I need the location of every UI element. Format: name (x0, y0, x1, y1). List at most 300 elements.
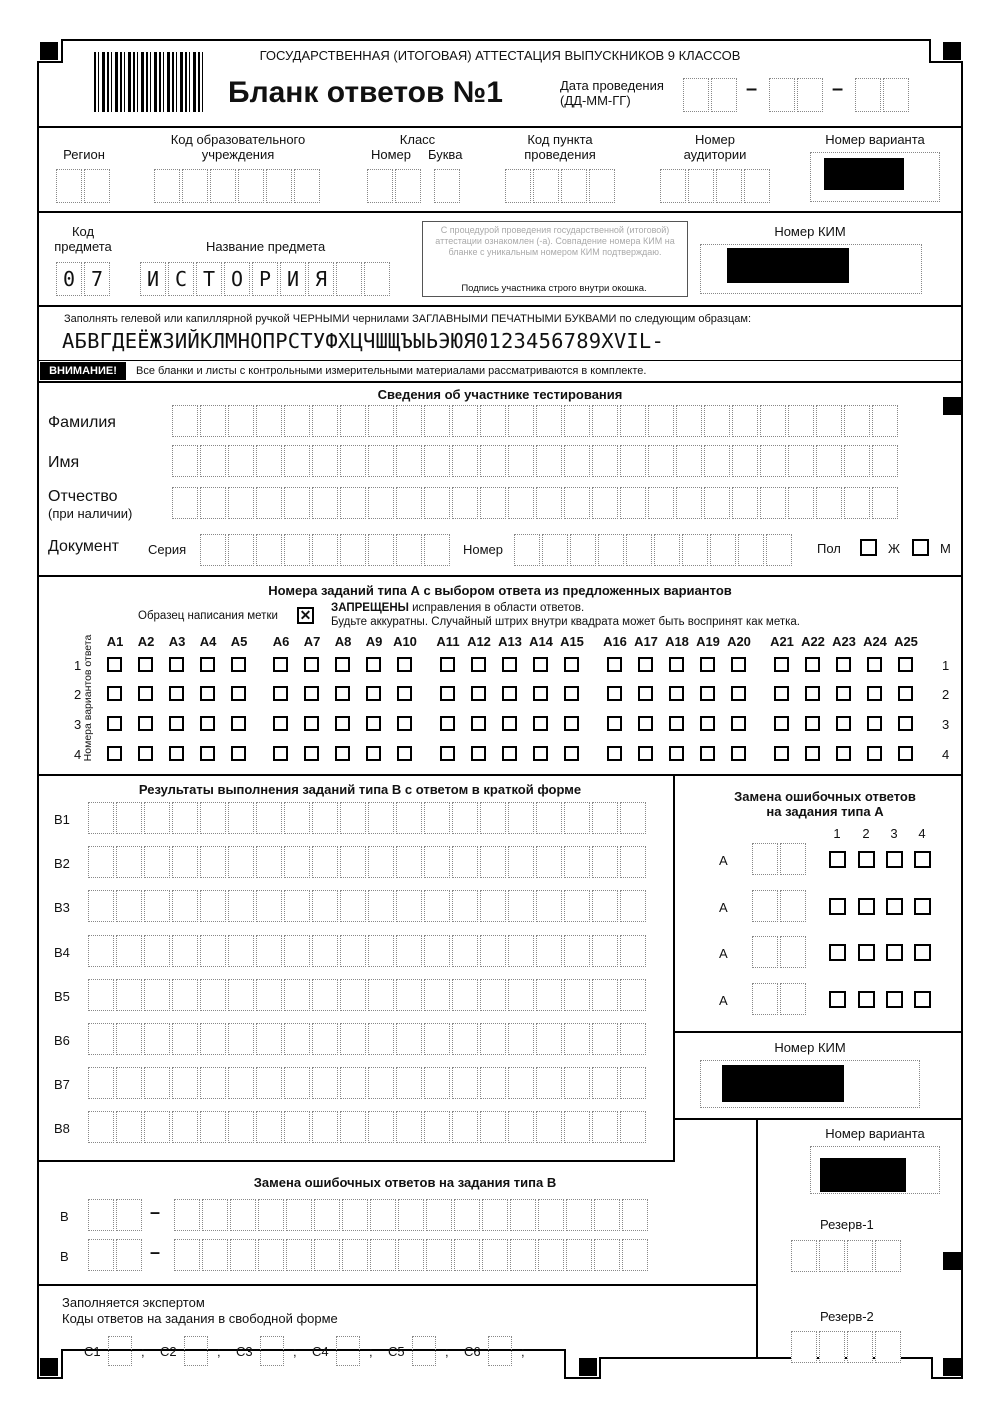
replace-a-checkbox[interactable] (858, 898, 875, 915)
replace-a-checkbox[interactable] (886, 898, 903, 915)
answer-checkbox[interactable] (836, 716, 851, 731)
question-a-header: A7 (303, 634, 321, 649)
question-a-header: A15 (560, 634, 584, 649)
expert-code-field[interactable] (260, 1336, 284, 1366)
answer-checkbox[interactable] (440, 686, 455, 701)
question-a-header: A2 (137, 634, 155, 649)
question-a-header: A12 (467, 634, 491, 649)
answer-checkbox[interactable] (638, 746, 653, 761)
answer-checkbox[interactable] (200, 746, 215, 761)
question-a-header: A22 (801, 634, 825, 649)
answer-checkbox[interactable] (836, 686, 851, 701)
form-title: Бланк ответов №1 (228, 76, 503, 109)
subject-name-cell: И (140, 262, 166, 296)
type-b-answer-field[interactable] (88, 802, 648, 834)
question-a-header: A16 (603, 634, 627, 649)
answer-checkbox[interactable] (107, 716, 122, 731)
expert-code-label: C6 (464, 1344, 481, 1359)
answer-checkbox[interactable] (867, 686, 882, 701)
answer-checkbox[interactable] (366, 716, 381, 731)
question-a-header: A19 (696, 634, 720, 649)
subject-name-cell: Т (196, 262, 222, 296)
divider (38, 1160, 674, 1162)
answer-checkbox[interactable] (867, 716, 882, 731)
answer-checkbox[interactable] (200, 657, 215, 672)
number-label: Номер (463, 542, 504, 557)
class-letter-field[interactable] (434, 169, 462, 203)
replace-a-checkbox[interactable] (886, 991, 903, 1008)
answer-row-label: 1 (942, 658, 950, 673)
redacted-block (820, 1158, 906, 1192)
answer-checkbox[interactable] (898, 686, 913, 701)
date-year-field[interactable] (855, 78, 911, 112)
expert-code-field[interactable] (488, 1336, 512, 1366)
auditorium-field[interactable] (660, 169, 772, 203)
answer-checkbox[interactable] (774, 716, 789, 731)
answer-checkbox[interactable] (638, 716, 653, 731)
answer-checkbox[interactable] (107, 686, 122, 701)
type-b-answer-field[interactable] (88, 846, 648, 878)
subject-code-field[interactable] (56, 262, 112, 296)
answer-checkbox[interactable] (169, 686, 184, 701)
divider (38, 126, 962, 128)
divider (38, 211, 962, 213)
question-a-header: A11 (436, 634, 460, 649)
variant-label-2: Номер варианта (825, 1126, 925, 1141)
divider (674, 1118, 962, 1120)
barcode (94, 52, 204, 112)
gender-label: Пол (817, 541, 841, 556)
expert-code-label: C5 (388, 1344, 405, 1359)
question-a-header: A10 (393, 634, 417, 649)
replace-a-checkbox[interactable] (858, 851, 875, 868)
divider (38, 774, 962, 776)
replace-a-col-label: 3 (890, 826, 898, 841)
date-day-field[interactable] (683, 78, 739, 112)
document-label: Документ (48, 538, 119, 555)
replace-b-answer-field[interactable] (174, 1239, 650, 1271)
replace-a-title: Замена ошибочных ответов (734, 789, 916, 804)
question-a-header: A5 (230, 634, 248, 649)
class-label: Класс (399, 132, 436, 147)
region-label: Регион (63, 147, 105, 162)
expert-code-field[interactable] (412, 1336, 436, 1366)
replace-a-task-field[interactable] (752, 936, 808, 968)
answer-checkbox[interactable] (169, 746, 184, 761)
answer-checkbox[interactable] (638, 657, 653, 672)
series-label: Серия (148, 542, 187, 557)
replace-a-row-label: А (719, 993, 728, 1008)
replace-b-task-field[interactable] (88, 1199, 144, 1231)
answer-checkbox[interactable] (805, 657, 820, 672)
replace-a-checkbox[interactable] (858, 991, 875, 1008)
replace-b-title: Замена ошибочных ответов на задания типа В (253, 1175, 557, 1190)
reserve-2-label: Резерв-2 (820, 1309, 874, 1324)
subject-code-cell: 0 (56, 262, 82, 296)
answer-checkbox[interactable] (273, 716, 288, 731)
edu-code-label: Код образовательного учреждения (170, 132, 306, 162)
answer-checkbox[interactable] (669, 657, 684, 672)
answer-checkbox[interactable] (502, 716, 517, 731)
answer-checkbox[interactable] (273, 746, 288, 761)
number-field[interactable] (514, 534, 794, 566)
answer-checkbox[interactable] (898, 716, 913, 731)
subject-name-cell: Р (252, 262, 278, 296)
answer-checkbox[interactable] (867, 657, 882, 672)
type-b-row-label: B3 (54, 900, 70, 915)
expert-separator: ; (445, 1344, 449, 1359)
answer-checkbox[interactable] (774, 746, 789, 761)
kim-label: Номер КИМ (774, 224, 846, 239)
answer-checkbox[interactable] (700, 716, 715, 731)
question-a-header: A6 (272, 634, 290, 649)
answer-checkbox[interactable] (502, 686, 517, 701)
replace-a-checkbox[interactable] (829, 898, 846, 915)
answer-checkbox[interactable] (867, 746, 882, 761)
series-field[interactable] (200, 534, 452, 566)
subject-name-cell: Я (308, 262, 334, 296)
type-b-row-label: B2 (54, 856, 70, 871)
type-b-row-label: B1 (54, 812, 70, 827)
answer-row-label: 4 (74, 747, 82, 762)
subject-name-label: Название предмета (206, 239, 326, 254)
question-a-header: A18 (665, 634, 689, 649)
answer-checkbox[interactable] (138, 686, 153, 701)
answer-checkbox[interactable] (471, 686, 486, 701)
answer-checkbox[interactable] (200, 716, 215, 731)
expert-code-field[interactable] (108, 1336, 132, 1366)
replace-b-answer-field[interactable] (174, 1199, 650, 1231)
replace-a-row-label: А (719, 900, 728, 915)
replace-a-task-field[interactable] (752, 843, 808, 875)
divider (38, 575, 962, 577)
answer-checkbox[interactable] (107, 657, 122, 672)
replace-a-checkbox[interactable] (829, 991, 846, 1008)
answer-checkbox[interactable] (304, 657, 319, 672)
answer-checkbox[interactable] (138, 746, 153, 761)
answer-checkbox[interactable] (138, 716, 153, 731)
answer-checkbox[interactable] (700, 746, 715, 761)
answer-checkbox[interactable] (304, 686, 319, 701)
answer-checkbox[interactable] (638, 686, 653, 701)
reserve-2-field[interactable] (791, 1331, 903, 1363)
replace-a-checkbox[interactable] (914, 898, 931, 915)
answer-checkbox[interactable] (397, 716, 412, 731)
answer-row-label: 3 (942, 717, 950, 732)
answer-checkbox[interactable] (564, 746, 579, 761)
answer-checkbox[interactable] (836, 746, 851, 761)
question-a-header: A9 (365, 634, 383, 649)
reserve-1-field[interactable] (791, 1240, 903, 1272)
answer-checkbox[interactable] (366, 746, 381, 761)
class-number-label: Номер (371, 147, 412, 162)
question-a-header: A4 (199, 634, 217, 649)
sample-mark-label: Образец написания метки (138, 610, 278, 622)
gender-female-checkbox[interactable] (860, 539, 877, 556)
answer-checkbox[interactable] (533, 716, 548, 731)
answer-checkbox[interactable] (231, 657, 246, 672)
subject-code-label: Код предмета (54, 224, 112, 254)
answer-checkbox[interactable] (502, 657, 517, 672)
answer-row-label: 1 (74, 658, 82, 673)
date-label: Дата проведения (560, 78, 664, 93)
answer-checkbox[interactable] (440, 657, 455, 672)
question-a-header: A20 (727, 634, 751, 649)
answer-checkbox[interactable] (335, 746, 350, 761)
replace-a-checkbox[interactable] (829, 851, 846, 868)
divider (674, 1031, 962, 1033)
signature-box[interactable] (422, 221, 688, 297)
answer-row-label: 2 (74, 687, 82, 702)
answer-checkbox[interactable] (335, 716, 350, 731)
region-field[interactable] (56, 169, 112, 203)
answer-row-label: 4 (942, 747, 950, 762)
answer-checkbox[interactable] (533, 686, 548, 701)
answer-checkbox[interactable] (607, 746, 622, 761)
male-label: М (940, 541, 951, 556)
class-letter-label: Буква (428, 147, 463, 162)
expert-code-label: C3 (236, 1344, 253, 1359)
top-title: ГОСУДАРСТВЕННАЯ (ИТОГОВАЯ) АТТЕСТАЦИЯ ВЫПУСКНИКОВ 9 КЛАССОВ (259, 48, 741, 63)
variant-side-label: Номера вариантов ответа (82, 634, 94, 762)
answer-checkbox[interactable] (607, 657, 622, 672)
expert-code-field[interactable] (184, 1336, 208, 1366)
edu-code-field[interactable] (154, 169, 322, 203)
subject-code-cell: 7 (84, 262, 110, 296)
expert-code-label: C4 (312, 1344, 329, 1359)
name-label: Имя (48, 454, 80, 471)
answer-checkbox[interactable] (107, 746, 122, 761)
replace-a-checkbox[interactable] (886, 851, 903, 868)
patronymic-label: Отчество (48, 488, 118, 505)
point-code-field[interactable] (505, 169, 617, 203)
answer-checkbox[interactable] (898, 746, 913, 761)
type-b-answer-field[interactable] (88, 1023, 648, 1055)
answer-checkbox[interactable] (805, 686, 820, 701)
divider (38, 305, 962, 307)
answer-checkbox[interactable] (273, 657, 288, 672)
replace-a-checkbox[interactable] (914, 851, 931, 868)
expert-code-label: C2 (160, 1344, 177, 1359)
answer-checkbox[interactable] (366, 686, 381, 701)
date-month-field[interactable] (769, 78, 825, 112)
answer-checkbox[interactable] (471, 657, 486, 672)
careful-text: Будьте аккуратны. Случайный штрих внутри квадрата может быть воспринят как метка. (331, 616, 800, 628)
type-a-title: Номера заданий типа А с выбором ответа из предложенных вариантов (268, 583, 732, 598)
replace-a-task-field[interactable] (752, 983, 808, 1015)
answer-checkbox[interactable] (564, 657, 579, 672)
answer-checkbox[interactable] (304, 716, 319, 731)
expert-separator: ; (217, 1344, 221, 1359)
replace-a-col-label: 4 (918, 826, 926, 841)
answer-checkbox[interactable] (607, 716, 622, 731)
redacted-block (824, 158, 904, 190)
replace-a-checkbox[interactable] (829, 944, 846, 961)
answer-checkbox[interactable] (700, 657, 715, 672)
answer-checkbox[interactable] (564, 686, 579, 701)
class-number-field[interactable] (367, 169, 423, 203)
point-code-label: Код пункта проведения (524, 132, 596, 162)
answer-checkbox[interactable] (366, 657, 381, 672)
question-a-header: A23 (832, 634, 856, 649)
answer-checkbox[interactable] (669, 716, 684, 731)
answer-checkbox[interactable] (169, 657, 184, 672)
question-a-header: A1 (106, 634, 124, 649)
type-b-row-label: B8 (54, 1121, 70, 1136)
subject-name-cell: И (280, 262, 306, 296)
signature-caption: Подпись участника строго внутри окошка. (461, 283, 647, 294)
replace-a-checkbox[interactable] (886, 944, 903, 961)
forbidden-rest: исправления в области ответов. (408, 602, 585, 614)
question-a-header: A13 (498, 634, 522, 649)
question-a-header: A3 (168, 634, 186, 649)
attention-label: ВНИМАНИЕ! (40, 362, 126, 380)
auditorium-label: Номер аудитории (683, 132, 747, 162)
replace-b-row-label: В (60, 1209, 69, 1224)
expert-code-field[interactable] (336, 1336, 360, 1366)
answer-checkbox[interactable] (731, 716, 746, 731)
sample-characters: АБВГДЕЁЖЗИЙКЛМНОПРСТУФХЦЧШЩЪЫЬЭЮЯ0123456789XVIL- (62, 329, 665, 353)
answer-checkbox[interactable] (231, 716, 246, 731)
type-b-row-label: B7 (54, 1077, 70, 1092)
answer-checkbox[interactable] (533, 746, 548, 761)
variant-label: Номер варианта (825, 132, 925, 147)
type-b-answer-field[interactable] (88, 935, 648, 967)
redacted-block (727, 248, 849, 283)
type-b-answer-field[interactable] (88, 1111, 648, 1143)
subject-name-field[interactable] (140, 262, 392, 296)
answer-checkbox[interactable] (607, 686, 622, 701)
type-b-row-label: B4 (54, 945, 70, 960)
expert-separator: ; (369, 1344, 373, 1359)
replace-a-row-label: А (719, 853, 728, 868)
type-b-title: Результаты выполнения заданий типа В с ответом в краткой форме (138, 782, 582, 797)
answer-checkbox[interactable] (335, 686, 350, 701)
attention-text: Все бланки и листы с контрольными измерительными материалами рассматриваются в комплекте. (136, 365, 647, 377)
answer-checkbox[interactable] (533, 657, 548, 672)
redacted-block (722, 1065, 844, 1102)
answer-checkbox[interactable] (774, 657, 789, 672)
answer-checkbox[interactable] (397, 686, 412, 701)
forbidden-word: ЗАПРЕЩЕНЫ (331, 602, 409, 614)
answer-checkbox[interactable] (669, 746, 684, 761)
surname-label: Фамилия (48, 414, 116, 431)
patronymic-note: (при наличии) (48, 506, 133, 521)
answer-checkbox[interactable] (700, 686, 715, 701)
answer-checkbox[interactable] (471, 746, 486, 761)
type-b-answer-field[interactable] (88, 890, 648, 922)
answer-checkbox[interactable] (898, 657, 913, 672)
answer-checkbox[interactable] (731, 746, 746, 761)
date-format: (ДД-ММ-ГГ) (560, 93, 631, 108)
answer-checkbox[interactable] (169, 716, 184, 731)
name-field[interactable] (172, 445, 900, 477)
answer-checkbox[interactable] (471, 716, 486, 731)
question-a-header: A24 (863, 634, 887, 649)
answer-checkbox[interactable] (231, 746, 246, 761)
expert-separator: ; (141, 1344, 145, 1359)
answer-checkbox[interactable] (502, 746, 517, 761)
signature-text: С процедурой проведения государственной (итоговой) аттестации ознакомлен (-а). Совпадение номера КИМ на бланке с уникальным номером КИМ подтверждаю. (435, 225, 675, 257)
replace-a-checkbox[interactable] (914, 991, 931, 1008)
question-a-header: A14 (529, 634, 553, 649)
expert-subtitle: Коды ответов на задания в свободной форме (62, 1311, 338, 1326)
question-a-header: A17 (634, 634, 658, 649)
replace-a-checkbox[interactable] (914, 944, 931, 961)
replace-a-col-label: 1 (833, 826, 841, 841)
answer-checkbox[interactable] (731, 686, 746, 701)
divider (756, 1118, 758, 1358)
answer-checkbox[interactable] (564, 716, 579, 731)
replace-a-task-field[interactable] (752, 890, 808, 922)
patronymic-field[interactable] (172, 487, 900, 519)
replace-a-subtitle: на задания типа А (766, 804, 884, 819)
replace-a-row-label: А (719, 946, 728, 961)
answer-checkbox[interactable] (805, 746, 820, 761)
expert-code-label: C1 (84, 1344, 101, 1359)
answer-checkbox[interactable] (304, 746, 319, 761)
type-b-row-label: B6 (54, 1033, 70, 1048)
date-dash: – (746, 78, 758, 100)
answer-checkbox[interactable] (273, 686, 288, 701)
replace-a-col-label: 2 (862, 826, 870, 841)
answer-checkbox[interactable] (440, 746, 455, 761)
gender-male-checkbox[interactable] (912, 539, 929, 556)
answer-checkbox[interactable] (440, 716, 455, 731)
answer-checkbox[interactable] (731, 657, 746, 672)
answer-checkbox[interactable] (138, 657, 153, 672)
sample-instruction: Заполнять гелевой или капиллярной ручкой ЧЕРНЫМИ чернилами ЗАГЛАВНЫМИ ПЕЧАТНЫМИ БУКВАМИ по следующим образцам: (64, 313, 751, 325)
question-a-header: A21 (770, 634, 794, 649)
type-b-row-label: B5 (54, 989, 70, 1004)
subject-name-cell: С (168, 262, 194, 296)
female-label: Ж (888, 541, 901, 556)
replace-a-checkbox[interactable] (858, 944, 875, 961)
type-b-answer-field[interactable] (88, 1067, 648, 1099)
question-a-header: A25 (894, 634, 918, 649)
answer-row-label: 3 (74, 717, 82, 732)
replace-b-dash: – (150, 1202, 161, 1222)
subject-name-cell: О (224, 262, 250, 296)
expert-title: Заполняется экспертом (62, 1295, 205, 1310)
answer-checkbox[interactable] (669, 686, 684, 701)
answer-checkbox[interactable] (397, 657, 412, 672)
date-dash: – (832, 78, 844, 100)
replace-b-row-label: В (60, 1249, 69, 1264)
expert-separator: ; (521, 1344, 525, 1359)
answer-checkbox[interactable] (200, 686, 215, 701)
answer-checkbox[interactable] (231, 686, 246, 701)
participant-title: Сведения об участнике тестирования (377, 387, 623, 402)
divider (673, 774, 675, 1162)
sample-mark: ✕ (297, 607, 314, 624)
replace-b-dash: – (150, 1242, 161, 1262)
answer-row-label: 2 (942, 687, 950, 702)
expert-separator: ; (293, 1344, 297, 1359)
answer-checkbox[interactable] (774, 686, 789, 701)
answer-checkbox[interactable] (397, 746, 412, 761)
answer-checkbox[interactable] (836, 657, 851, 672)
answer-checkbox[interactable] (335, 657, 350, 672)
answer-checkbox[interactable] (805, 716, 820, 731)
replace-b-task-field[interactable] (88, 1239, 144, 1271)
reserve-1-label: Резерв-1 (820, 1217, 874, 1232)
question-a-header: A8 (334, 634, 352, 649)
type-b-answer-field[interactable] (88, 979, 648, 1011)
divider (38, 1284, 758, 1286)
surname-field[interactable] (172, 405, 900, 437)
kim-label-2: Номер КИМ (774, 1040, 846, 1055)
